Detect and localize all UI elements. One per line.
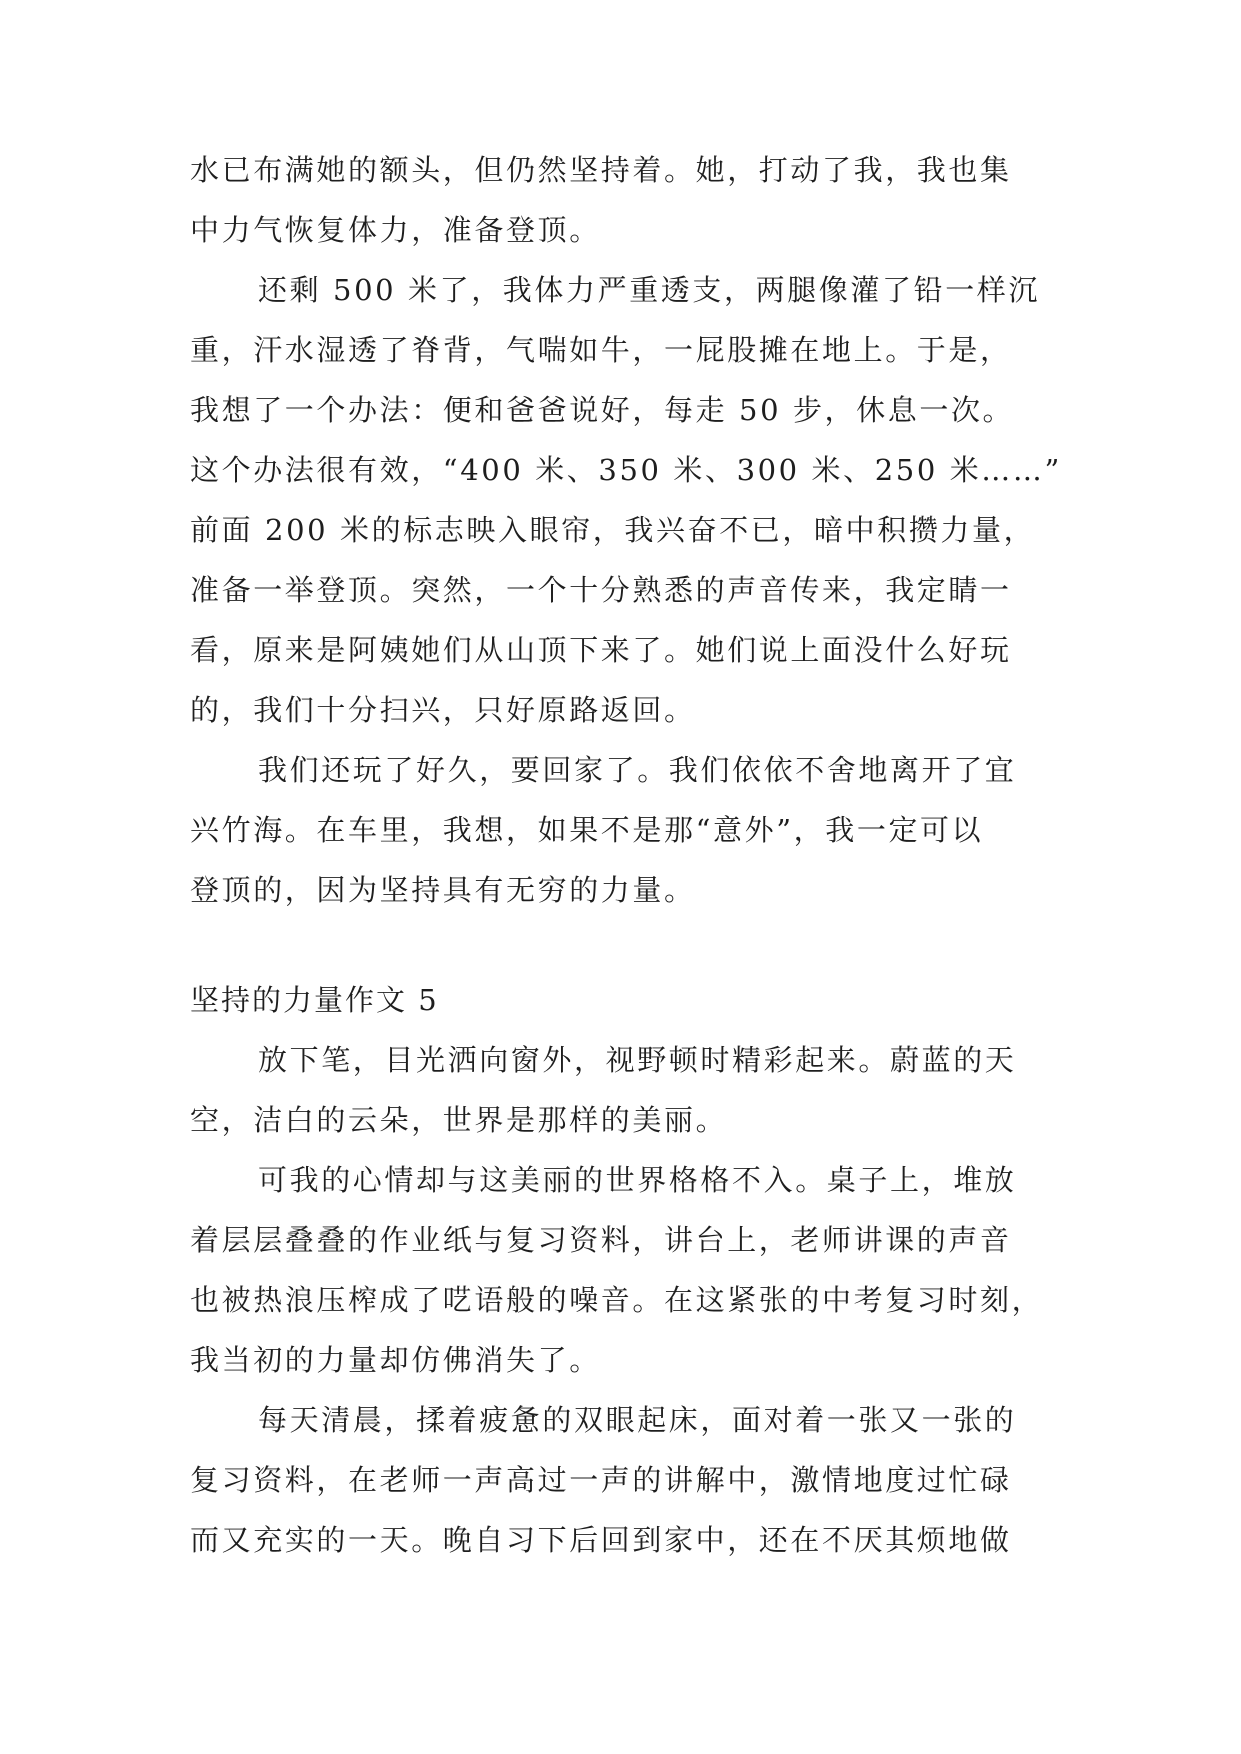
paragraph-1-line-2: 中力气恢复体力，准备登顶。: [190, 213, 601, 247]
section-heading: 坚持的力量作文 5: [190, 983, 439, 1017]
paragraph-2-line-5: 前面 200 米的标志映入眼帘，我兴奋不已，暗中积攒力量，: [190, 513, 1036, 547]
paragraph-1-line-1: 水已布满她的额头，但仍然坚持着。她，打动了我，我也集: [190, 153, 1012, 187]
paragraph-6-line-2: 复习资料，在老师一声高过一声的讲解中，激情地度过忙碌: [190, 1463, 1012, 1497]
paragraph-3-line-1: 我们还玩了好久，要回家了。我们依依不舍地离开了宜: [258, 753, 1017, 787]
paragraph-6-line-1: 每天清晨，揉着疲惫的双眼起床，面对着一张又一张的: [258, 1403, 1017, 1437]
paragraph-3-line-2: 兴竹海。在车里，我想，如果不是那“意外”，我一定可以: [190, 813, 984, 847]
paragraph-6-line-3: 而又充实的一天。晚自习下后回到家中，还在不厌其烦地做: [190, 1523, 1012, 1557]
paragraph-5-line-2: 着层层叠叠的作业纸与复习资料，讲台上，老师讲课的声音: [190, 1223, 1012, 1257]
paragraph-5-line-1: 可我的心情却与这美丽的世界格格不入。桌子上，堆放: [258, 1163, 1017, 1197]
paragraph-3-line-3: 登顶的，因为坚持具有无穷的力量。: [190, 873, 696, 907]
paragraph-2-line-4: 这个办法很有效，“400 米、350 米、300 米、250 米……”: [190, 453, 1062, 487]
paragraph-2-line-8: 的，我们十分扫兴，只好原路返回。: [190, 693, 696, 727]
paragraph-5-line-4: 我当初的力量却仿佛消失了。: [190, 1343, 601, 1377]
paragraph-2-line-1: 还剩 500 米了，我体力严重透支，两腿像灌了铅一样沉: [258, 273, 1040, 307]
paragraph-2-line-3: 我想了一个办法：便和爸爸说好，每走 50 步，休息一次。: [190, 393, 1015, 427]
paragraph-2-line-6: 准备一举登顶。突然，一个十分熟悉的声音传来，我定睛一: [190, 573, 1012, 607]
paragraph-4-line-2: 空，洁白的云朵，世界是那样的美丽。: [190, 1103, 728, 1137]
paragraph-2-line-2: 重，汗水湿透了脊背，气喘如牛，一屁股摊在地上。于是，: [190, 333, 1012, 367]
paragraph-2-line-7: 看，原来是阿姨她们从山顶下来了。她们说上面没什么好玩: [190, 633, 1012, 667]
paragraph-4-line-1: 放下笔，目光洒向窗外，视野顿时精彩起来。蔚蓝的天: [258, 1043, 1017, 1077]
paragraph-5-line-3: 也被热浪压榨成了呓语般的噪音。在这紧张的中考复习时刻，: [190, 1283, 1044, 1317]
